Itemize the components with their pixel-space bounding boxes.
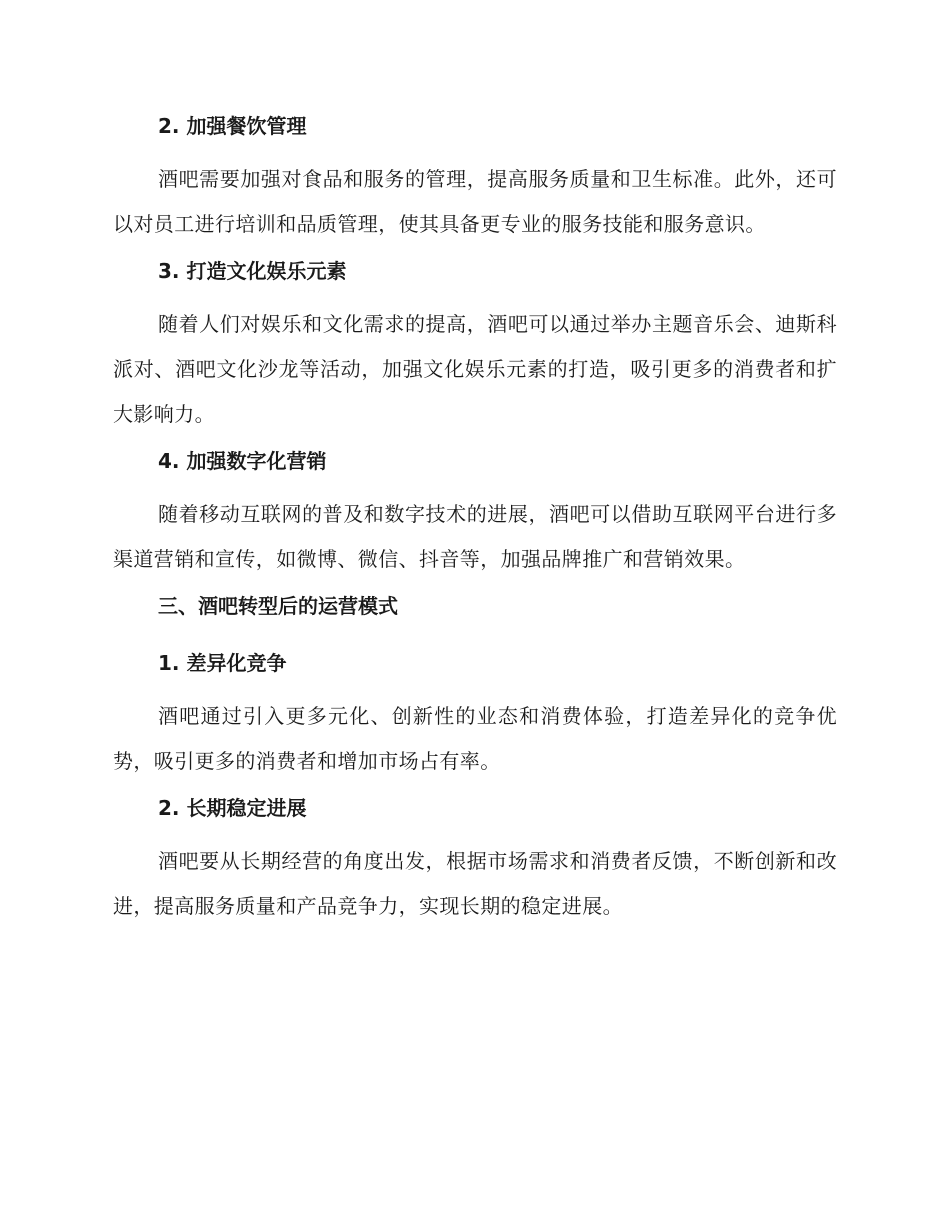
section-heading: 3. 打造文化娱乐元素 xyxy=(158,259,347,283)
chapter-heading: 三、酒吧转型后的运营模式 xyxy=(158,594,398,618)
section-heading: 2. 长期稳定进展 xyxy=(158,796,307,820)
paragraph: 随着人们对娱乐和文化需求的提高，酒吧可以通过举办主题音乐会、迪斯科派对、酒吧文化沙龙等活动，加强文化娱乐元素的打造，吸引更多的消费者和扩大影响力。 xyxy=(113,312,837,426)
document-body xyxy=(113,110,837,929)
paragraph: 酒吧通过引入更多元化、创新性的业态和消费体验，打造差异化的竞争优势，吸引更多的消费者和增加市场占有率。 xyxy=(113,704,837,773)
section-heading: 1. 差异化竞争 xyxy=(158,651,287,675)
section-heading: 2. 加强餐饮管理 xyxy=(158,114,307,138)
paragraph: 随着移动互联网的普及和数字技术的进展，酒吧可以借助互联网平台进行多渠道营销和宣传，如微博、微信、抖音等，加强品牌推广和营销效果。 xyxy=(113,502,837,571)
paragraph: 酒吧需要加强对食品和服务的管理，提高服务质量和卫生标准。此外，还可以对员工进行培训和品质管理，使其具备更专业的服务技能和服务意识。 xyxy=(113,167,837,236)
paragraph: 酒吧要从长期经营的角度出发，根据市场需求和消费者反馈，不断创新和改进，提高服务质量和产品竞争力，实现长期的稳定进展。 xyxy=(113,849,837,918)
section-heading: 4. 加强数字化营销 xyxy=(158,449,327,473)
